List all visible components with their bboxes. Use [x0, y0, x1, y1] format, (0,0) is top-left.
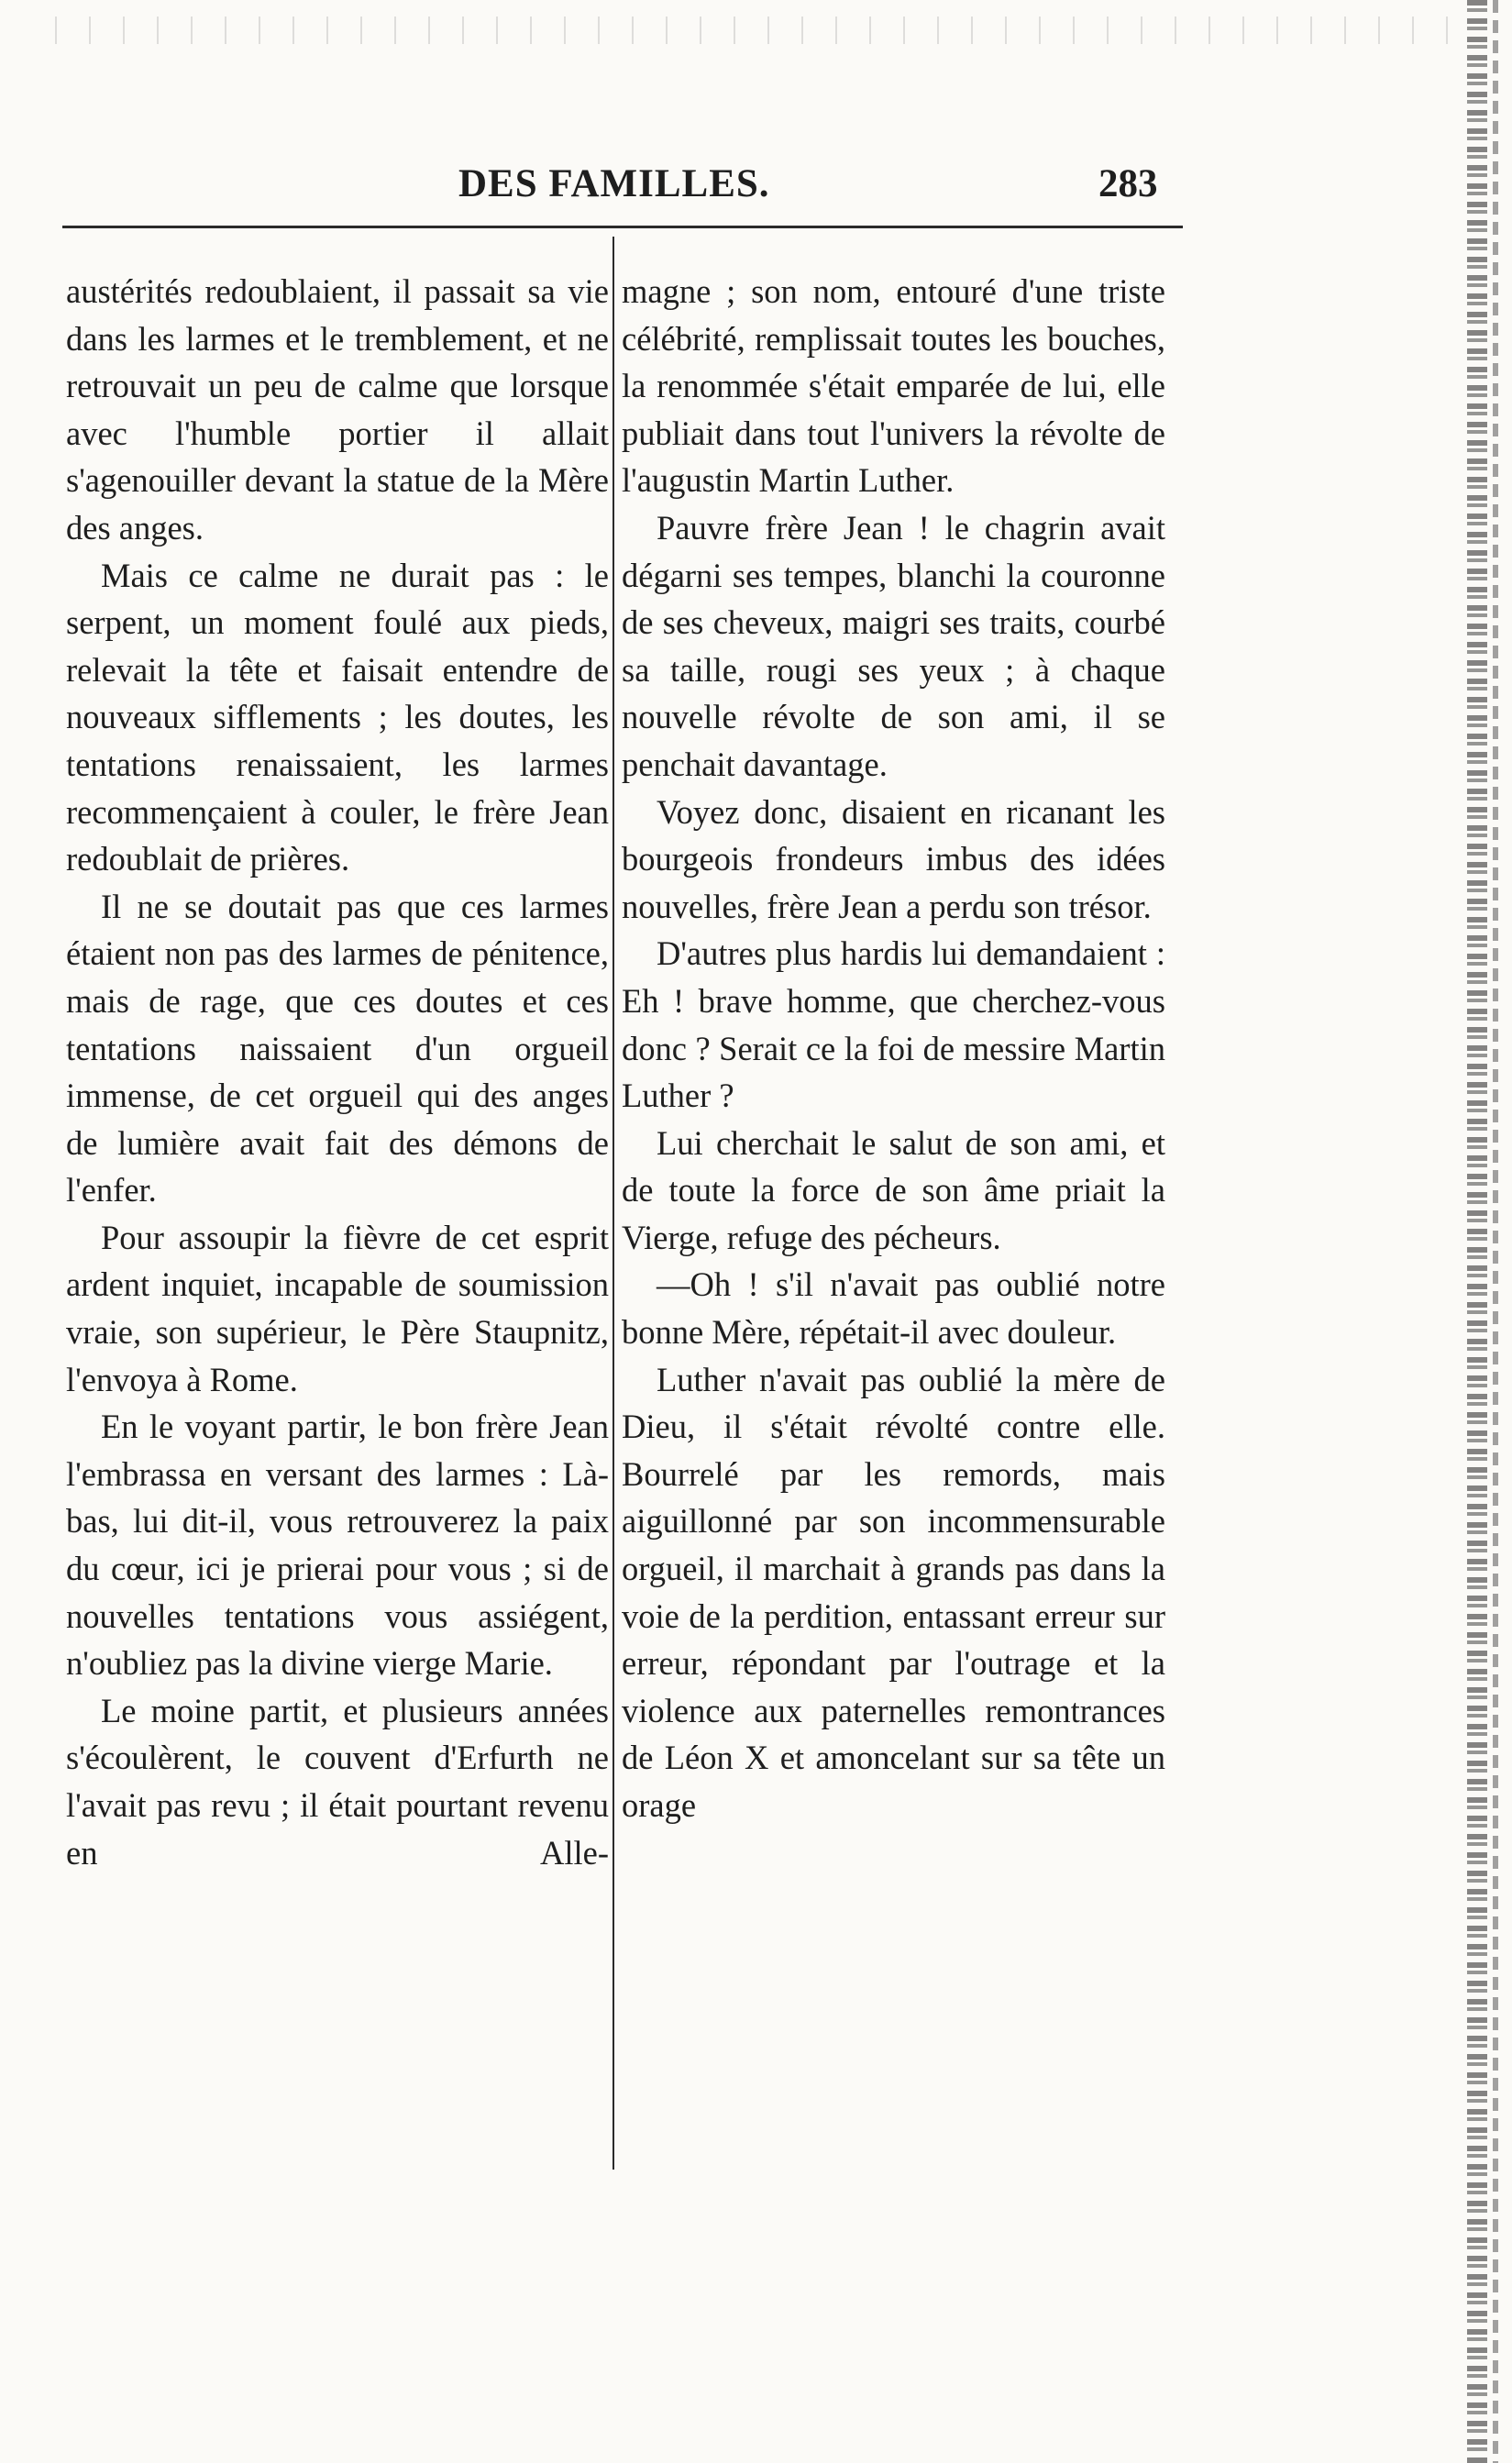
paragraph: En le voyant partir, le bon frère Jean l'embrassa en versant des larmes : Là-bas, lui dit-il, vous retrouverez la paix du cœur, ici je prierai pour vous ; si de nouvelles tentations vous assiégent, n'oubliez pas la divine vierge Marie.	[66, 1408, 609, 1683]
scan-edge	[1493, 0, 1498, 2463]
left-column	[66, 268, 609, 1876]
paragraph: magne ; son nom, entouré d'une triste célébrité, remplissait toutes les bouches, la renommée s'était emparée de lui, elle publiait dans tout l'univers la révolte de l'augustin Martin Luther.	[622, 272, 1165, 500]
paragraph: Voyez donc, disaient en ricanant les bourgeois frondeurs imbus des idées nouvelles, frère Jean a perdu son trésor.	[622, 792, 1165, 925]
paragraph: Pauvre frère Jean ! le chagrin avait dégarni ses tempes, blanchi la couronne de ses cheveux, maigri ses traits, courbé sa taille, rougi ses yeux ; à chaque nouvelle révolte de son ami, il se penchait davantage.	[622, 508, 1165, 783]
header-rule	[62, 226, 1183, 228]
paragraph: austérités redoublaient, il passait sa vie dans les larmes et le tremblement, et ne retrouvait un peu de calme que lorsque avec l'humble portier il allait s'agenouiller devant la statue de la Mère des anges.	[66, 272, 609, 547]
paragraph: Mais ce calme ne durait pas : le serpent, un moment foulé aux pieds, relevait la tête et faisait entendre de nouveaux sifflements ; les doutes, les tentations renaissaient, les larmes recommençaient à couler, le frère Jean redoublait de prières.	[66, 556, 609, 878]
paragraph: Pour assoupir la fièvre de cet esprit ardent inquiet, incapable de soumission vraie, son supérieur, le Père Staupnitz, l'envoya à Rome.	[66, 1218, 609, 1398]
running-title: DES FAMILLES.	[458, 162, 770, 205]
paragraph: —Oh ! s'il n'avait pas oublié notre bonne Mère, répétait-il avec douleur.	[622, 1265, 1165, 1352]
paragraph: Luther n'avait pas oublié la mère de Dieu, il s'était révolté contre elle. Bourrelé par les remords, mais aiguillonné par son incommensurable orgueil, il marchait à grands pas dans la voie de la perdition, entassant erreur sur erreur, répondant par l'outrage et la violence aux paternelles remontrances de Léon X et amoncelant sur sa tête un orage	[622, 1360, 1165, 1824]
paragraph: Il ne se doutait pas que ces larmes étaient non pas des larmes de pénitence, mais de rage, que ces doutes et ces tentations naissaient d'un orgueil immense, de cet orgueil qui des anges de lumière avait fait des démons de l'enfer.	[66, 887, 609, 1209]
scan-noise	[55, 17, 1449, 44]
column-divider	[613, 237, 614, 2170]
right-column	[622, 268, 1165, 1829]
paragraph: Le moine partit, et plusieurs années s'écoulèrent, le couvent d'Erfurth ne l'avait pas revu ; il était pourtant revenu en Alle-	[66, 1691, 609, 1872]
paragraph: D'autres plus hardis lui demandaient : Eh ! brave homme, que cherchez-vous donc ? Serait ce la foi de messire Martin Luther ?	[622, 934, 1165, 1115]
paragraph: Lui cherchait le salut de son ami, et de toute la force de son âme priait la Vierge, refuge des pécheurs.	[622, 1123, 1165, 1256]
scan-edge	[1467, 0, 1487, 2463]
page-number: 283	[1098, 162, 1158, 205]
